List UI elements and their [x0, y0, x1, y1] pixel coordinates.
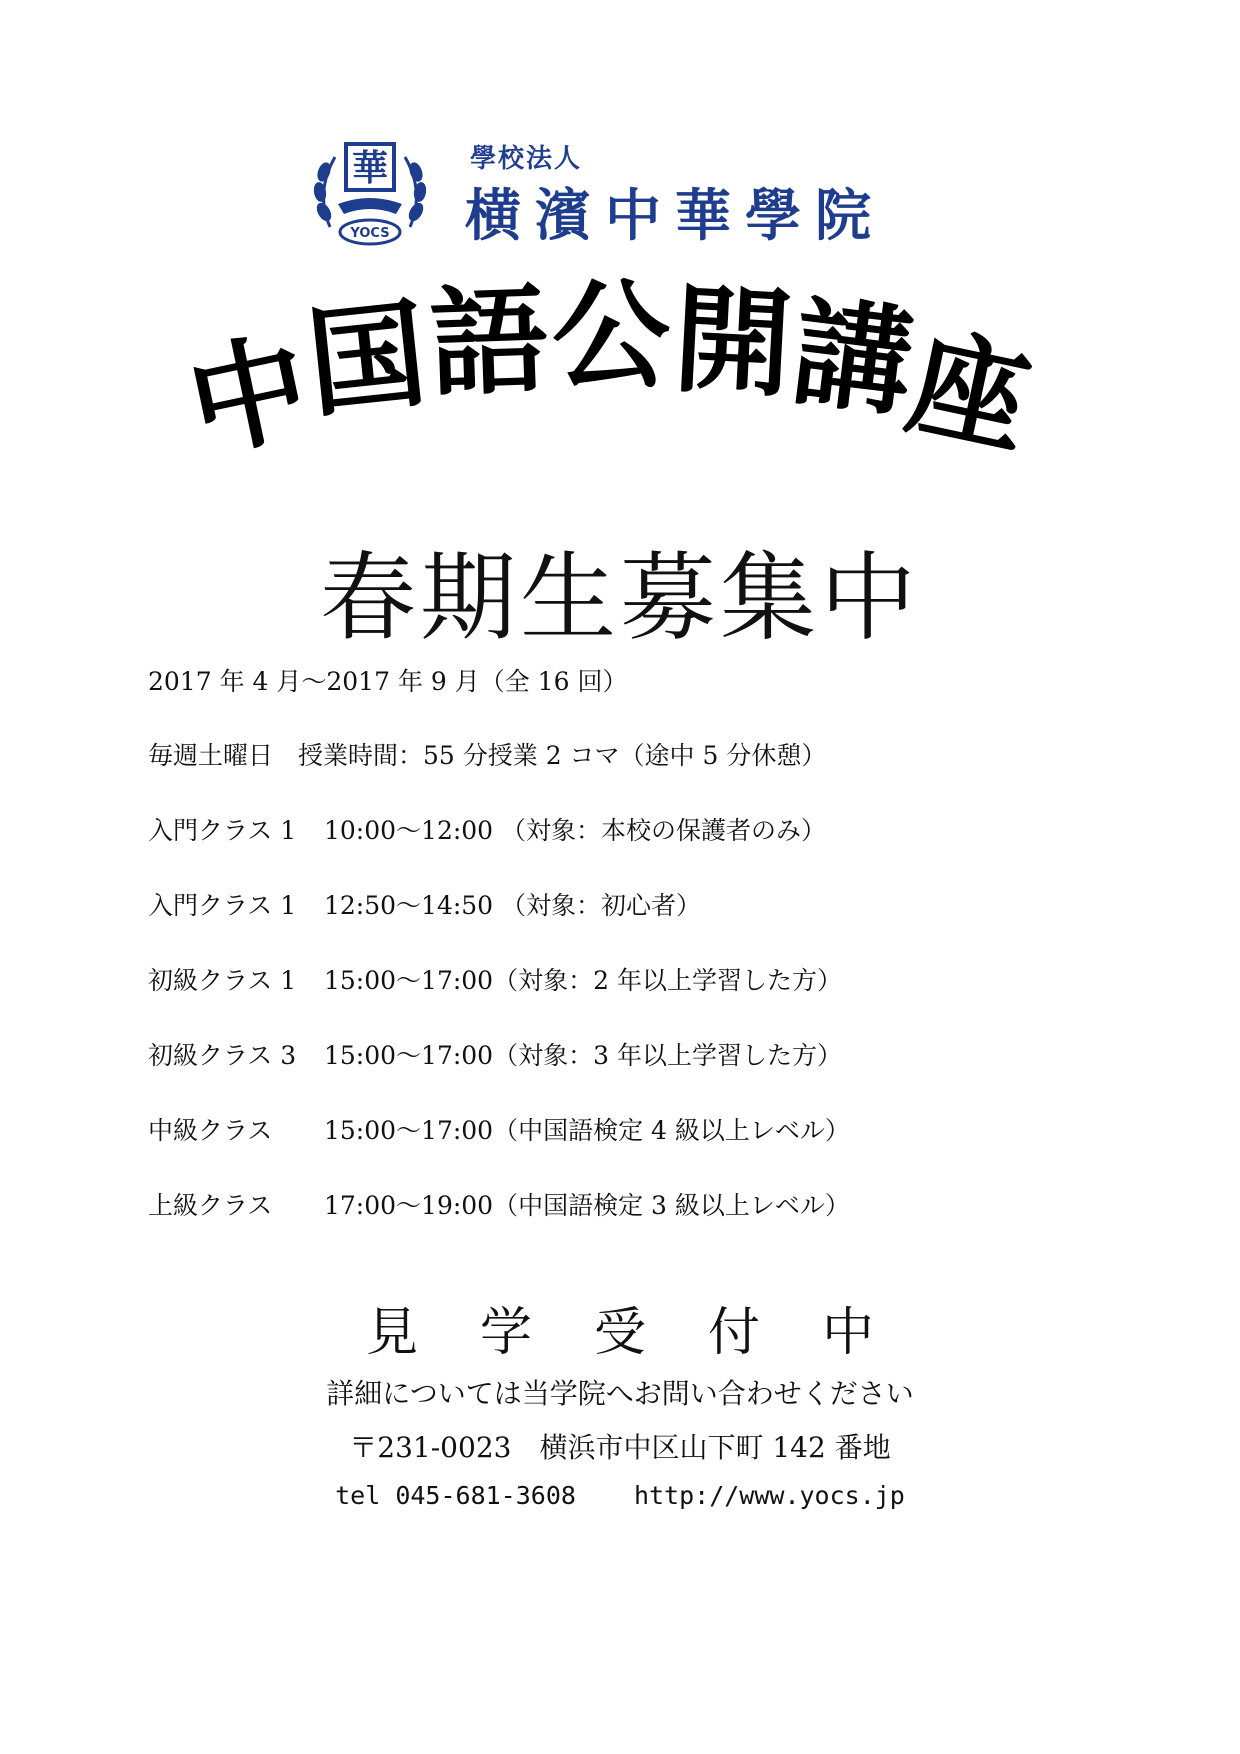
class-row: [148, 886, 1048, 922]
school-logo: [310, 132, 930, 252]
lesson-info-text: 毎週土曜日 授業時間：55 分授業 2 コマ（途中 5 分休憩）: [148, 741, 827, 770]
class-time: 15:00～17:00（中国語検定 4 級以上レベル）: [324, 1116, 850, 1145]
title-char: 講: [786, 282, 920, 434]
class-row: [148, 1036, 1048, 1072]
class-row: [148, 961, 1048, 997]
class-row: [148, 1111, 1048, 1147]
class-time: 10:00～12:00 （対象：本校の保護者のみ）: [324, 816, 827, 845]
class-name: 上級クラス: [148, 1191, 273, 1220]
class-name: 中級クラス: [148, 1116, 273, 1145]
recruit-heading: 春期生募集中: [320, 542, 920, 654]
class-name: 初級クラス 1: [148, 966, 297, 995]
title-char: 開: [670, 270, 796, 414]
contact-line: [0, 1481, 1240, 1510]
class-name: 初級クラス 3: [148, 1041, 297, 1070]
class-row: [148, 1186, 1048, 1222]
emblem-glyph: 華: [351, 147, 389, 189]
title-char: 国: [301, 284, 433, 434]
class-time: 12:50～14:50 （対象：初心者）: [324, 891, 702, 920]
class-name: 入門クラス 1: [148, 891, 297, 920]
title-char: 中: [176, 316, 322, 476]
title-char: 座: [896, 312, 1042, 472]
class-time: 15:00～17:00（対象：3 年以上学習した方）: [324, 1041, 842, 1070]
org-type-label: 學校法人: [470, 144, 583, 174]
emblem-text: YOCS: [350, 226, 390, 241]
website-link[interactable]: http://www.yocs.jp: [633, 1481, 905, 1510]
title-char: 語: [427, 270, 551, 414]
phone-number: tel 045-681-3608: [335, 1481, 576, 1510]
school-emblem-icon: [310, 132, 430, 252]
postal-code: 〒231-0023: [349, 1431, 512, 1464]
period-text: 2017 年 4 月～2017 年 9 月（全 16 回）: [148, 667, 628, 696]
visit-heading: 見学受付中: [365, 1303, 936, 1363]
class-name: 入門クラス 1: [148, 816, 297, 845]
address-line: [0, 1426, 1240, 1466]
class-row: [148, 811, 1048, 847]
school-name: 横濱中華學院: [465, 183, 885, 249]
detail-text: 詳細については当学院へお問い合わせください: [326, 1377, 914, 1410]
class-time: 17:00～19:00（中国語検定 3 級以上レベル）: [324, 1191, 850, 1220]
class-time: 15:00～17:00（対象：2 年以上学習した方）: [324, 966, 842, 995]
title-char: 公: [552, 267, 671, 405]
main-title: [176, 267, 1070, 476]
street-address: 横浜市中区山下町 142 番地: [539, 1431, 891, 1464]
